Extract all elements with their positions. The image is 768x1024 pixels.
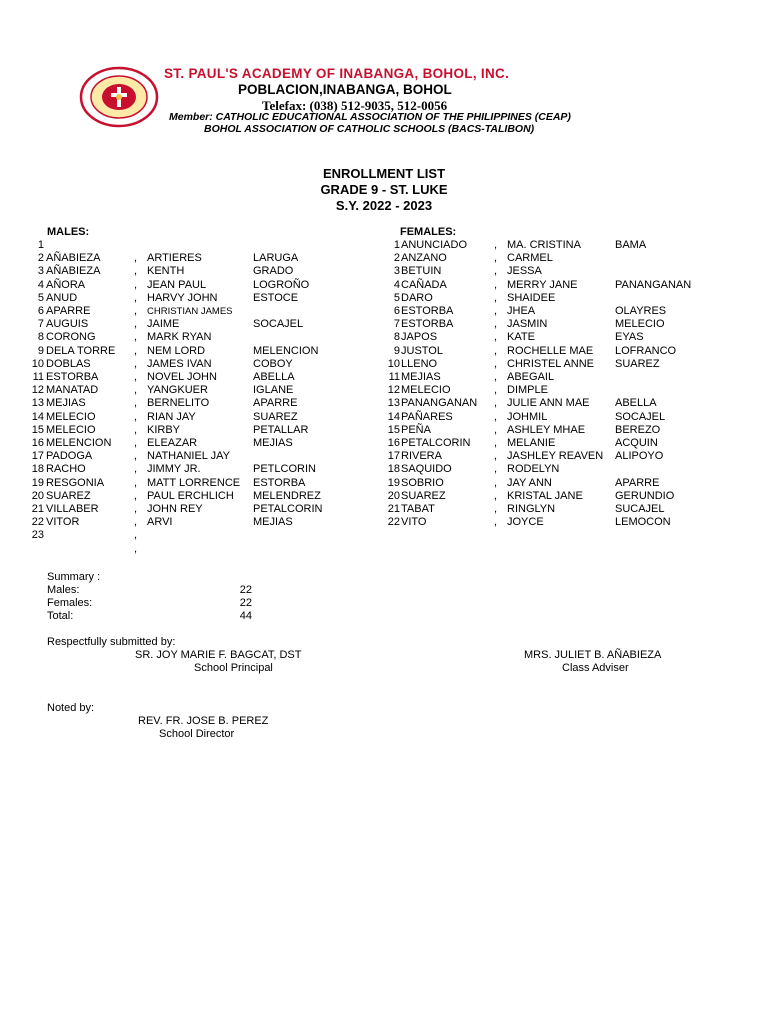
female-last-name: ESTORBA: [401, 318, 454, 331]
female-number: 5: [393, 291, 400, 304]
female-separator: ,: [494, 437, 498, 449]
male-last-name: VITOR: [46, 516, 80, 529]
male-middle-name: GRADO: [253, 265, 294, 278]
noted-by-label: Noted by:: [47, 702, 95, 714]
female-middle-name: ABELLA: [615, 397, 657, 410]
female-row: [0, 437, 768, 450]
school-name: ST. PAUL'S ACADEMY OF INABANGA, BOHOL, INC.: [164, 66, 510, 81]
female-separator: ,: [494, 265, 498, 278]
female-row: [0, 292, 768, 305]
female-last-name: LLENO: [401, 357, 438, 370]
male-separator: ,: [134, 516, 138, 529]
female-number: 21: [387, 503, 400, 515]
female-first-name: RODELYN: [507, 463, 560, 476]
male-middle-name: SOCAJEL: [253, 318, 304, 331]
female-number: 6: [393, 305, 400, 317]
male-separator: ,: [134, 305, 138, 317]
female-first-name: ASHLEY MHAE: [507, 423, 586, 436]
male-separator: ,: [134, 450, 138, 463]
male-middle-name: ABELLA: [253, 371, 295, 383]
female-middle-name: ALIPOYO: [615, 450, 664, 463]
female-number: 4: [393, 278, 400, 291]
male-last-name: MEJIAS: [46, 397, 86, 410]
male-number: 1: [37, 239, 44, 251]
doc-school-year: S.Y. 2022 - 2023: [335, 198, 433, 213]
male-last-name: VILLABER: [46, 503, 99, 515]
male-middle-name: APARRE: [253, 397, 298, 410]
female-separator: ,: [494, 371, 498, 383]
male-first-name: JIMMY JR.: [147, 463, 201, 476]
female-middle-name: PANANGANAN: [615, 278, 692, 291]
male-separator: ,: [134, 357, 138, 370]
female-first-name: CARMEL: [507, 252, 553, 265]
school-address: POBLACION,INABANGA, BOHOL: [238, 82, 452, 97]
female-middle-name: BEREZO: [615, 423, 661, 436]
male-number: 2: [37, 252, 44, 265]
male-middle-name: MEJIAS: [253, 437, 293, 449]
female-last-name: PAÑARES: [401, 410, 453, 423]
female-separator: ,: [494, 252, 498, 265]
male-separator: ,: [134, 278, 138, 291]
female-separator: ,: [494, 384, 498, 397]
male-separator: ,: [134, 318, 138, 331]
female-row: [0, 265, 768, 278]
female-number: 17: [387, 450, 400, 463]
male-first-name: YANGKUER: [147, 384, 208, 397]
female-last-name: PETALCORIN: [401, 437, 471, 449]
female-last-name: ANUNCIADO: [401, 239, 468, 251]
summary-total-label: Total:: [47, 610, 74, 622]
female-row: [0, 384, 768, 397]
male-number: 21: [31, 503, 44, 515]
female-separator: ,: [494, 463, 498, 476]
male-last-name: APARRE: [46, 305, 91, 317]
male-number: 15: [31, 423, 44, 436]
female-separator: ,: [494, 305, 498, 317]
female-number: 11: [388, 371, 400, 383]
female-first-name: MA. CRISTINA: [507, 239, 581, 251]
female-middle-name: LOFRANCO: [615, 344, 677, 357]
male-number: 14: [31, 410, 44, 423]
female-row: [0, 397, 768, 410]
male-middle-name: IGLANE: [253, 384, 294, 397]
female-separator: ,: [494, 489, 498, 502]
female-first-name: SHAIDEE: [507, 291, 556, 304]
female-number: 7: [393, 318, 400, 331]
doc-title: ENROLLMENT LIST: [322, 166, 446, 181]
female-separator: ,: [494, 239, 498, 251]
male-last-name: DELA TORRE: [46, 344, 116, 357]
male-first-name: BERNELITO: [147, 397, 210, 410]
male-middle-name: LARUGA: [253, 252, 299, 265]
female-last-name: DARO: [401, 291, 433, 304]
female-number: 18: [387, 463, 400, 476]
male-number: 8: [37, 331, 44, 344]
female-number: 1: [393, 239, 400, 251]
female-middle-name: SOCAJEL: [615, 410, 666, 423]
female-last-name: JUSTOL: [401, 344, 443, 357]
female-first-name: CHRISTEL ANNE: [507, 357, 595, 370]
male-middle-name: COBOY: [253, 357, 293, 370]
male-first-name: CHRISTIAN JAMES: [147, 306, 233, 317]
male-number: 12: [31, 384, 44, 397]
male-number: 9: [37, 344, 44, 357]
female-last-name: PEÑA: [401, 423, 431, 436]
male-separator: ,: [134, 542, 138, 555]
female-separator: ,: [494, 410, 498, 423]
female-first-name: RINGLYN: [507, 503, 556, 515]
male-number: 19: [31, 476, 44, 489]
female-separator: ,: [494, 357, 498, 370]
females-header: FEMALES:: [400, 226, 457, 238]
female-middle-name: LEMOCON: [615, 516, 671, 529]
female-number: 12: [387, 384, 400, 397]
male-separator: ,: [134, 463, 138, 476]
female-row: [0, 371, 768, 384]
male-middle-name: MELENDREZ: [253, 489, 321, 502]
female-first-name: MERRY JANE: [507, 278, 578, 291]
female-first-name: JASMIN: [507, 318, 548, 331]
female-middle-name: OLAYRES: [615, 305, 667, 317]
male-middle-name: SUAREZ: [253, 410, 298, 423]
female-number: 16: [387, 437, 400, 449]
male-last-name: RESGONIA: [46, 476, 105, 489]
female-number: 14: [387, 410, 400, 423]
female-separator: ,: [494, 516, 498, 529]
female-row: [0, 424, 768, 437]
male-first-name: JAIME: [147, 318, 180, 331]
female-row: [0, 318, 768, 331]
male-number: 16: [31, 437, 44, 449]
male-number: 11: [32, 371, 44, 383]
member-bacs: BOHOL ASSOCIATION OF CATHOLIC SCHOOLS (BACS-TALIBON): [204, 123, 535, 135]
male-first-name: JEAN PAUL: [147, 278, 207, 291]
female-separator: ,: [494, 344, 498, 357]
summary-total-value: 44: [239, 610, 252, 622]
male-number: 23: [31, 529, 44, 542]
male-first-name: NEM LORD: [147, 344, 206, 357]
female-last-name: ESTORBA: [401, 305, 454, 317]
female-number: 20: [387, 489, 400, 502]
female-row: [0, 490, 768, 503]
female-row: [0, 516, 768, 529]
female-first-name: KRISTAL JANE: [507, 489, 583, 502]
female-last-name: SUAREZ: [401, 489, 446, 502]
male-first-name: RIAN JAY: [147, 410, 196, 423]
summary-males-value: 22: [239, 584, 252, 596]
male-separator: ,: [134, 265, 138, 278]
female-first-name: JOYCE: [507, 516, 544, 529]
male-row: [0, 543, 768, 556]
female-row: [0, 477, 768, 490]
male-first-name: JAMES IVAN: [147, 357, 212, 370]
female-middle-name: ACQUIN: [615, 437, 658, 449]
summary-label: Summary :: [47, 571, 101, 583]
male-separator: ,: [134, 384, 138, 397]
male-middle-name: ESTORBA: [253, 476, 306, 489]
male-last-name: DOBLAS: [46, 357, 91, 370]
female-last-name: SAQUIDO: [401, 463, 452, 476]
female-first-name: MELANIE: [507, 437, 556, 449]
males-header: MALES:: [47, 226, 90, 238]
female-last-name: RIVERA: [401, 450, 442, 463]
male-separator: ,: [134, 503, 138, 515]
male-row: [0, 529, 768, 542]
female-middle-name: SUAREZ: [615, 357, 660, 370]
male-separator: ,: [134, 397, 138, 410]
male-separator: ,: [134, 252, 138, 265]
female-last-name: MELECIO: [401, 384, 451, 397]
male-middle-name: PETALLAR: [253, 423, 309, 436]
female-last-name: JAPOS: [401, 331, 438, 344]
female-row: [0, 345, 768, 358]
male-middle-name: MELENCION: [253, 344, 319, 357]
male-first-name: ARVI: [147, 516, 173, 529]
male-last-name: CORONG: [46, 331, 96, 344]
female-last-name: CAÑADA: [401, 278, 447, 291]
male-last-name: AUGUIS: [46, 318, 89, 331]
female-middle-name: EYAS: [615, 331, 644, 344]
female-row: [0, 358, 768, 371]
male-first-name: JOHN REY: [147, 503, 203, 515]
male-last-name: MELENCION: [46, 437, 112, 449]
female-number: 9: [393, 344, 400, 357]
male-middle-name: ESTOCE: [253, 291, 299, 304]
male-first-name: PAUL ERCHLICH: [147, 489, 234, 502]
female-separator: ,: [494, 503, 498, 515]
member-ceap: Member: CATHOLIC EDUCATIONAL ASSOCIATION OF THE PHILIPPINES (CEAP): [169, 111, 571, 123]
female-separator: ,: [494, 397, 498, 410]
female-number: 19: [387, 476, 400, 489]
female-first-name: ABEGAIL: [507, 371, 555, 383]
male-first-name: KENTH: [147, 265, 185, 278]
male-number: 22: [31, 516, 44, 529]
male-first-name: ELEAZAR: [147, 437, 198, 449]
director-name: REV. FR. JOSE B. PEREZ: [138, 715, 269, 727]
male-last-name: ANUD: [46, 291, 78, 304]
female-last-name: TABAT: [401, 503, 435, 515]
female-number: 15: [387, 423, 400, 436]
female-middle-name: APARRE: [615, 476, 660, 489]
male-number: 5: [37, 291, 44, 304]
male-separator: ,: [134, 331, 138, 344]
female-first-name: JASHLEY REAVEN: [507, 450, 604, 463]
female-row: [0, 503, 768, 516]
submitted-by-label: Respectfully submitted by:: [47, 636, 176, 648]
male-middle-name: PETALCORIN: [253, 503, 323, 515]
female-row: [0, 331, 768, 344]
female-last-name: MEJIAS: [401, 371, 441, 383]
male-last-name: SUAREZ: [46, 489, 91, 502]
male-last-name: PADOGA: [46, 450, 93, 463]
female-separator: ,: [494, 450, 498, 463]
adviser-title: Class Adviser: [562, 662, 629, 674]
male-number: 6: [37, 305, 44, 317]
female-row: [0, 305, 768, 318]
male-number: 13: [31, 397, 44, 410]
male-number: 20: [31, 489, 44, 502]
director-title: School Director: [159, 728, 235, 740]
male-number: 4: [37, 278, 44, 291]
male-number: 7: [37, 318, 44, 331]
male-last-name: AÑABIEZA: [46, 252, 101, 265]
female-row: [0, 463, 768, 476]
male-separator: ,: [134, 410, 138, 423]
female-first-name: JULIE ANN MAE: [507, 397, 590, 410]
female-middle-name: MELECIO: [615, 318, 665, 331]
female-separator: ,: [494, 318, 498, 331]
male-last-name: AÑORA: [46, 278, 86, 291]
male-separator: ,: [134, 529, 138, 542]
summary-males-label: Males:: [47, 584, 80, 596]
male-middle-name: PETLCORIN: [253, 463, 316, 476]
summary-females-label: Females:: [47, 597, 93, 609]
female-number: 3: [393, 265, 400, 278]
male-separator: ,: [134, 437, 138, 449]
male-first-name: ARTIERES: [147, 252, 202, 265]
female-last-name: SOBRIO: [401, 476, 444, 489]
female-separator: ,: [494, 278, 498, 291]
male-separator: ,: [134, 371, 138, 383]
male-separator: ,: [134, 344, 138, 357]
male-separator: ,: [134, 423, 138, 436]
female-row: [0, 252, 768, 265]
male-separator: ,: [134, 476, 138, 489]
principal-name: SR. JOY MARIE F. BAGCAT, DST: [135, 649, 302, 661]
male-number: 17: [31, 450, 44, 463]
male-last-name: MELECIO: [46, 423, 96, 436]
male-last-name: ESTORBA: [46, 371, 99, 383]
male-first-name: KIRBY: [147, 423, 181, 436]
female-middle-name: BAMA: [615, 239, 647, 251]
female-number: 10: [387, 357, 400, 370]
male-number: 3: [37, 265, 44, 278]
female-row: [0, 239, 768, 252]
summary-females-value: 22: [239, 597, 252, 609]
male-last-name: MELECIO: [46, 410, 96, 423]
male-first-name: MARK RYAN: [147, 331, 212, 344]
male-first-name: HARVY JOHN: [147, 291, 218, 304]
doc-grade-section: GRADE 9 - ST. LUKE: [320, 182, 448, 197]
male-first-name: NATHANIEL JAY: [147, 450, 230, 463]
female-first-name: JOHMIL: [507, 410, 548, 423]
male-middle-name: MEJIAS: [253, 516, 293, 529]
male-last-name: RACHO: [46, 463, 86, 476]
male-last-name: AÑABIEZA: [46, 265, 101, 278]
male-number: 10: [31, 357, 44, 370]
female-first-name: KATE: [507, 331, 535, 344]
female-last-name: ANZANO: [401, 252, 447, 265]
female-first-name: DIMPLE: [507, 384, 548, 397]
male-first-name: MATT LORRENCE: [147, 476, 241, 489]
male-separator: ,: [134, 291, 138, 304]
female-last-name: BETUIN: [401, 265, 442, 278]
female-row: [0, 279, 768, 292]
female-number: 8: [393, 331, 400, 344]
female-row: [0, 450, 768, 463]
male-number: 18: [31, 463, 44, 476]
female-number: 2: [393, 252, 400, 265]
adviser-name: MRS. JULIET B. AÑABIEZA: [524, 649, 662, 661]
female-middle-name: SUCAJEL: [615, 503, 665, 515]
female-number: 22: [387, 516, 400, 529]
male-separator: ,: [134, 489, 138, 502]
male-last-name: MANATAD: [46, 384, 99, 397]
school-telefax: Telefax: (038) 512-9035, 512-0056: [262, 98, 448, 113]
female-row: [0, 411, 768, 424]
female-first-name: ROCHELLE MAE: [507, 344, 594, 357]
female-last-name: VITO: [401, 516, 427, 529]
female-first-name: JHEA: [507, 305, 536, 317]
male-middle-name: LOGROÑO: [253, 278, 310, 291]
principal-title: School Principal: [194, 662, 273, 674]
female-last-name: PANANGANAN: [401, 397, 478, 410]
female-first-name: JAY ANN: [507, 476, 552, 489]
female-separator: ,: [494, 476, 498, 489]
female-separator: ,: [494, 291, 498, 304]
female-number: 13: [387, 397, 400, 410]
school-logo: [78, 66, 160, 128]
female-first-name: JESSA: [507, 265, 542, 278]
female-middle-name: GERUNDIO: [615, 489, 675, 502]
male-first-name: NOVEL JOHN: [147, 371, 217, 383]
female-separator: ,: [494, 331, 498, 344]
female-separator: ,: [494, 423, 498, 436]
